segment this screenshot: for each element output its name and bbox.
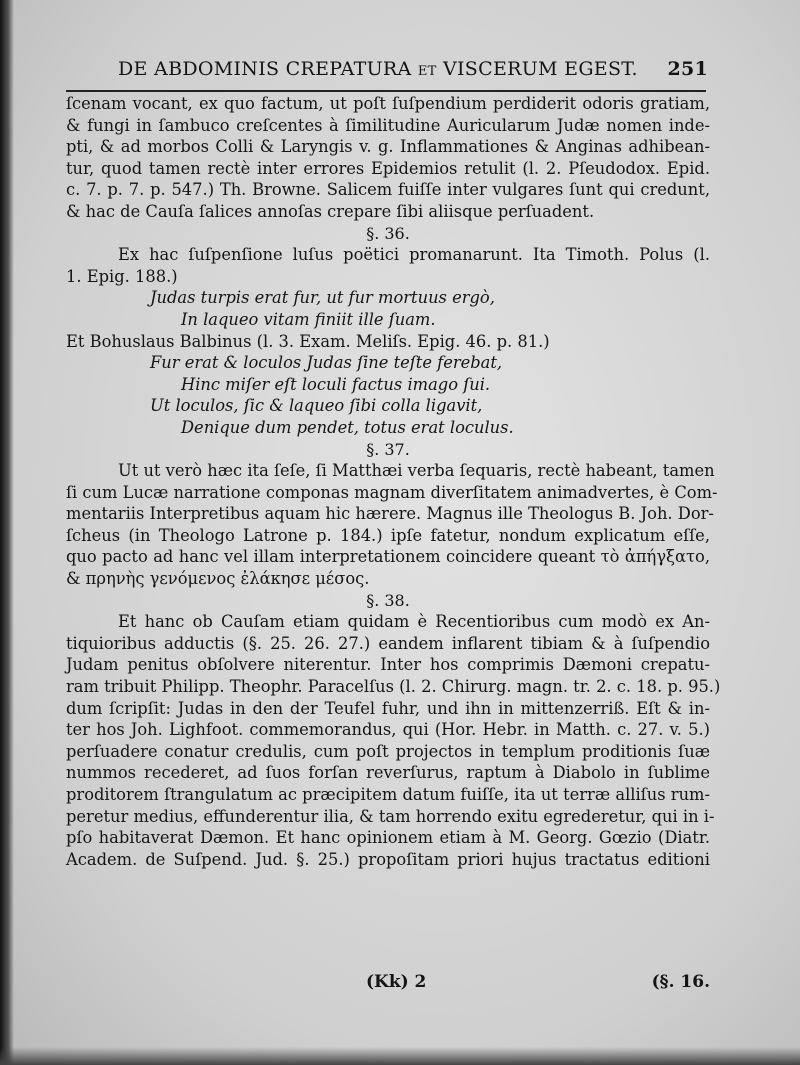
section-heading: §. 37. xyxy=(366,439,410,459)
section-heading: §. 38. xyxy=(366,590,410,610)
text-line: perſuadere conatur credulis, cum poſt projectos in templum proditionis ſuæ xyxy=(66,741,710,761)
verse-line: Ut loculos, ſic & laqueo ſibi colla ligavit, xyxy=(150,396,483,416)
text-line: Ut ut verò hæc ita ſeſe, ſi Matthæi verba ſequaris, rectè habeant, tamen xyxy=(118,461,715,481)
running-title-part1: DE ABDOMINIS CREPATURA xyxy=(118,58,412,80)
text-line: dum ſcripſit: Judas in den der Teufel fuhr, und ihn in mittenzerriß. Eſt & in- xyxy=(66,698,710,718)
page-bottom-shadow xyxy=(0,1047,800,1065)
text-line: quo pacto ad hanc vel illam interpretationem coincidere queant τὸ ἀπήγξατο, xyxy=(66,547,710,567)
text-line: mentariis Interpretibus aquam hic hærere. Magnus ille Theologus B. Joh. Dor- xyxy=(66,504,714,524)
text-line: ſi cum Lucæ narratione componas magnam diverſitatem animadvertes, è Com- xyxy=(66,482,718,502)
header-rule xyxy=(66,90,706,92)
verse-line: In laqueo vitam finiit ille ſuam. xyxy=(181,309,436,329)
text-line: c. 7. p. 7. p. 547.) Th. Browne. Salicem fuiſſe inter vulgares ſunt qui credunt, xyxy=(66,180,710,200)
text-line: & hac de Cauſa ſalices annoſas crepare ſibi aliisque perſuadent. xyxy=(66,201,595,221)
text-line: tur, quod tamen rectè inter errores Epidemios retulit (l. 2. Pſeudodox. Epid. xyxy=(66,158,710,178)
page-edge-shadow xyxy=(0,0,14,1065)
text-line: Et Bohuslaus Balbinus (l. 3. Exam. Meliſs. Epig. 46. p. 81.) xyxy=(66,331,550,351)
verse-line: Judas turpis erat fur, ut fur mortuus ergò, xyxy=(150,288,495,308)
text-line: ſcenam vocant, ex quo factum, ut poſt ſuſpendium perdiderit odoris gratiam, xyxy=(66,94,710,113)
running-title-part2: VISCERUM EGEST. xyxy=(442,58,638,80)
text-line: Et hanc ob Cauſam etiam quidam è Recentioribus cum modò ex An- xyxy=(118,612,710,632)
running-header xyxy=(118,58,708,88)
verse-line: Fur erat & loculos Judas ſine teſte ferebat, xyxy=(150,353,503,373)
text-line: nummos recederet, ad ſuos forſan reverſurus, raptum à Diabolo in ſublime xyxy=(66,763,710,783)
text-line: ter hos Joh. Lighfoot. commemorandus, qui (Hor. Hebr. in Matth. c. 27. v. 5.) xyxy=(66,720,710,740)
catchword: (§. 16. xyxy=(651,972,710,992)
text-line: pti, & ad morbos Colli & Laryngis v. g. Inflammationes & Anginas adhibean- xyxy=(66,137,710,157)
text-line: ſcheus (in Theologo Latrone p. 184.) ipſe fatetur, nondum explicatum eſſe, xyxy=(66,525,710,545)
text-line: Ex hac ſuſpenſione luſus poëtici promanarunt. Ita Timoth. Polus (l. xyxy=(118,245,710,265)
text-line: 1. Epig. 188.) xyxy=(66,266,178,286)
page-footer xyxy=(66,972,710,996)
text-line: pſo habitaverat Dæmon. Et hanc opinionem etiam à M. Georg. Gœzio (Diatr. xyxy=(66,828,710,848)
running-title-et: ET xyxy=(417,64,437,79)
running-title xyxy=(118,58,638,80)
verse-line: Hinc miſer eſt loculi factus imago ſui. xyxy=(181,374,491,394)
text-line: tiquioribus adductis (§. 25. 26. 27.) eandem inflarent tibiam & à ſuſpendio xyxy=(66,633,710,653)
text-line: Judam penitus obſolvere niterentur. Inter hos comprimis Dæmoni crepatu- xyxy=(66,655,710,675)
signature-mark: (Kk) 2 xyxy=(366,972,427,992)
text-line: Academ. de Suſpend. Jud. §. 25.) propoſitam priori hujus tractatus editioni xyxy=(66,849,710,869)
text-line: ram tribuit Philipp. Theophr. Paracelſus (l. 2. Chirurg. magn. tr. 2. c. 18. p. 95.) xyxy=(66,677,721,697)
text-line: & fungi in ſambuco creſcentes à ſimilitudine Auricularum Judæ nomen inde- xyxy=(66,115,710,135)
section-heading: §. 36. xyxy=(366,223,410,243)
text-line: & πρηνὴς γενόμενος ἐλάκησε μέσος. xyxy=(66,569,370,589)
text-line: proditorem ſtrangulatum ac præcipitem datum fuiſſe, ita ut terræ alliſus rum- xyxy=(66,785,710,804)
text-body xyxy=(66,93,721,870)
verse-line: Denique dum pendet, totus erat loculus. xyxy=(181,417,514,437)
page-number: 251 xyxy=(667,58,708,80)
text-line: peretur medius, effunderentur ilia, & tam horrendo exitu egrederetur, qui in i- xyxy=(66,806,715,826)
